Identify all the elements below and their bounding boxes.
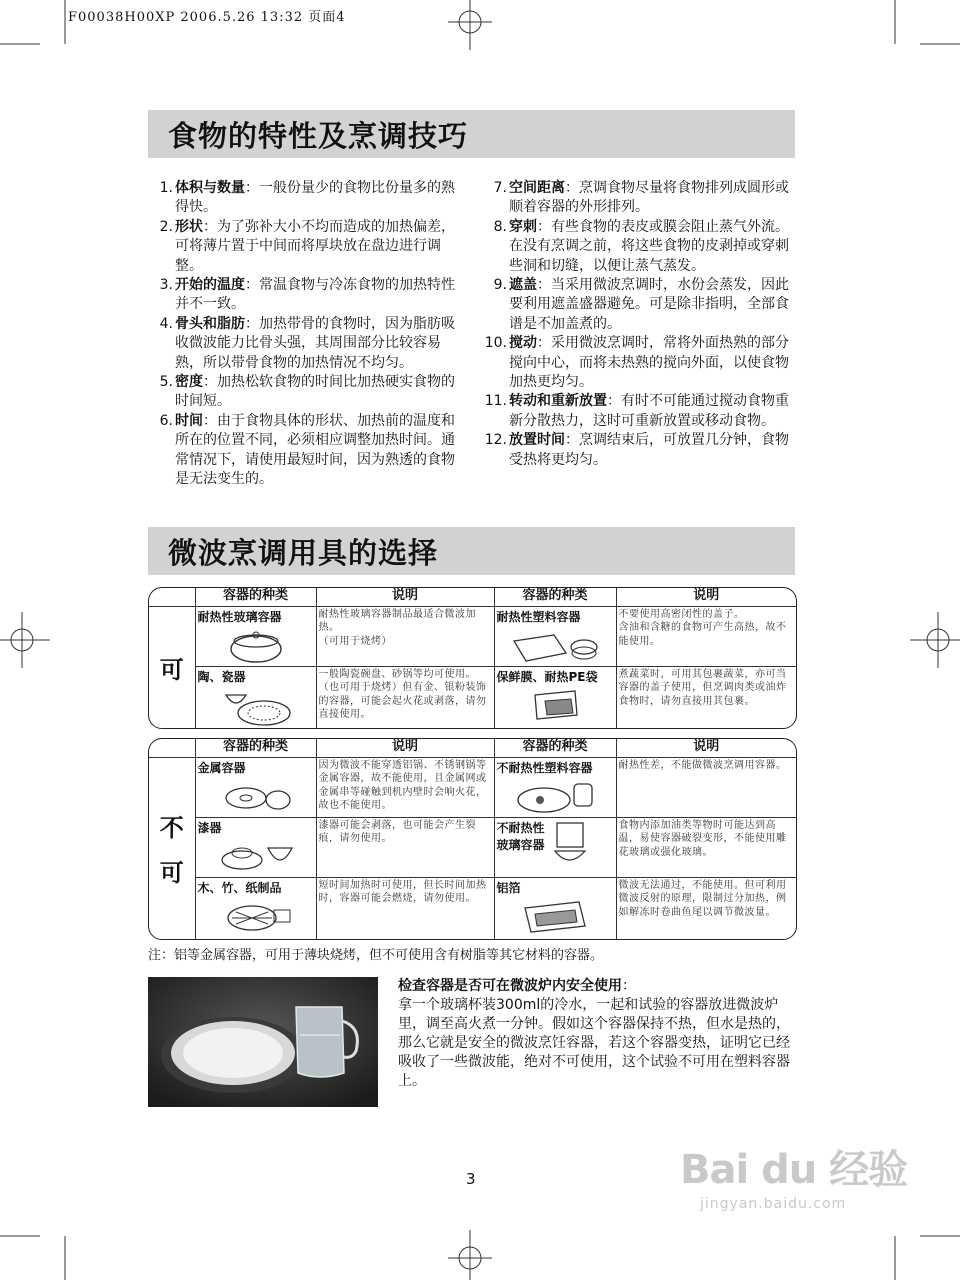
- container-type-cell: 保鲜膜、耐热PE袋: [494, 666, 616, 728]
- footnote: 注：铝等金属容器，可用于薄块烧烤，但不可使用含有树脂等其它材料的容器。: [148, 948, 604, 963]
- plastic-wrap-icon: [515, 687, 595, 727]
- allowed-label: 可: [149, 606, 195, 728]
- description-cell: 不要使用高密闭性的盖子。 含油和含糖的食物可产生高热，故不能使用。: [616, 606, 796, 666]
- tip-item: 10. 搅动：采用微波烹调时，常将外面热熟的部分搅向中心，而将未热熟的搅向外面，以使食物加热更均匀。: [484, 335, 789, 391]
- header-description: 说明: [316, 739, 494, 757]
- container-type-cell: 漆器: [195, 817, 316, 877]
- corner-cell: [149, 588, 195, 606]
- glass-casserole-icon: [226, 627, 286, 665]
- header-container-type: 容器的种类: [494, 739, 616, 757]
- plastic-tray-icon: [510, 778, 600, 816]
- header-container-type: 容器的种类: [494, 588, 616, 606]
- tip-item: 7. 空间距离：烹调食物尽量将食物排列成圆形或顺着容器的外形排列。: [493, 180, 789, 216]
- tips-left-column: [148, 179, 458, 490]
- container-type-cell: 耐热性塑料容器: [494, 606, 616, 666]
- page-number: 3: [466, 1170, 476, 1188]
- tip-item: 9. 遮盖：当采用微波烹调时，水份会蒸发，因此要利用遮盖盛器避免。可是除非指明，全部食谱是不加盖煮的。: [493, 277, 789, 332]
- aluminum-foil-icon: [515, 898, 595, 938]
- tip-item: 5. 密度：加热松软食物的时间比加热硬实食物的时间短。: [159, 374, 455, 410]
- check-title: 检查容器是否可在微波炉内安全使用: [398, 978, 622, 994]
- description-cell: 微波无法通过，不能使用。但可利用微波反射的原理，限制过分加热，例如解冻时卷曲鱼尾以调节微波量。: [616, 877, 796, 939]
- container-check-section: 检查容器是否可在微波炉内安全使用： 拿一个玻璃杯装300ml的冷水，一起和试验的容器放进微波炉里，调至高火煮一分钟。假如这个容器保持不热，但水是热的，那么它就是安全的微波烹饪容器，若这个容器变热，证明它已经吸收了一些微波能，绝对不可使用，这个试验不可用在塑料容器上。: [398, 977, 798, 1091]
- allowed-cookware-table: [148, 587, 797, 729]
- container-type-cell: 陶、瓷器: [195, 666, 316, 728]
- corner-cell: [149, 739, 195, 757]
- section-title: 食物的特性及烹调技巧: [168, 119, 469, 153]
- forbidden-cookware-table: [148, 738, 797, 940]
- tip-item: 2. 形状：为了弥补大小不均而造成的加热偏差，可将薄片置于中间而将厚块放在盘边进行调整。: [159, 218, 455, 274]
- header-description: 说明: [616, 739, 796, 757]
- plate-and-measuring-cup-photo: [148, 977, 378, 1107]
- description-cell: 食物内添加油类等物时可能达到高温，易使容器破裂变形，不能使用雕花玻璃或强化玻璃。: [616, 817, 796, 877]
- container-type-cell: 不耐热性塑料容器: [494, 757, 616, 817]
- lacquer-bowl-icon: [216, 838, 296, 876]
- container-type-cell: 金属容器: [195, 757, 316, 817]
- container-type-cell: 木、竹、纸制品: [195, 877, 316, 939]
- description-cell: 因为微波不能穿透铝锅、不锈钢锅等金属容器，故不能使用，且金属网或金属串等碰触到机内壁时会响火花，故也不能使用。: [316, 757, 494, 817]
- section-banner-cookware: [148, 527, 795, 575]
- tip-item: 8. 穿刺：有些食物的表皮或膜会阻止蒸气外流。在没有烹调之前，将这些食物的皮剥掉或穿刺些洞和切缝，以便让蒸气蒸发。: [493, 218, 789, 274]
- header-description: 说明: [616, 588, 796, 606]
- description-cell: 耐热性玻璃容器制品最适合微波加热。 （可用于烧烤）: [316, 606, 494, 666]
- print-header-line: F00038H00XP 2006.5.26 13:32 页面4: [68, 10, 346, 25]
- tip-item: 6. 时间：由于食物具体的形状、加热前的温度和所在的位置不同，必须相应调整加热时间。通常情况下，请使用最短时间，因为熟透的食物是无法变生的。: [159, 412, 455, 488]
- container-type-cell: 不耐热性 玻璃容器: [494, 817, 616, 877]
- section-title: 微波烹调用具的选择: [168, 536, 439, 570]
- forbidden-label: 不 可: [149, 757, 195, 939]
- tips-right-column: [482, 179, 794, 470]
- header-container-type: 容器的种类: [195, 588, 316, 606]
- description-cell: 耐热性差，不能做微波烹调用容器。: [616, 757, 796, 817]
- header-description: 说明: [316, 588, 494, 606]
- description-cell: 短时间加热时可使用，但长时间加热时，容器可能会燃烧，请勿使用。: [316, 877, 494, 939]
- description-cell: 漆器可能会剥落，也可能会产生裂痕，请勿使用。: [316, 817, 494, 877]
- container-type-cell: 耐热性玻璃容器: [195, 606, 316, 666]
- section-banner-food-tips: [148, 110, 795, 158]
- baidu-watermark: [680, 1138, 908, 1212]
- check-body: 拿一个玻璃杯装300ml的冷水，一起和试验的容器放进微波炉里，调至高火煮一分钟。假如这个容器保持不热，但水是热的，那么它就是安全的微波烹饪容器，若这个容器变热，证明它已经吸收了一些微波能，绝对不可使用，这个试验不可用在塑料容器上。: [398, 997, 790, 1089]
- watermark-url: jingyan.baidu.com: [700, 1196, 847, 1212]
- tip-item: 11. 转动和重新放置：有时不可能通过搅动食物重新分散热力，这时可重新放置或移动食物。: [484, 393, 789, 429]
- watermark-logo: Bai du 经验: [680, 1147, 908, 1193]
- glass-cup-icon: [549, 819, 593, 871]
- container-type-cell: 铝箔: [494, 877, 616, 939]
- wooden-steamer-icon: [216, 898, 296, 938]
- description-cell: 煮蔬菜时，可用其包裹蔬菜，亦可当容器的盖子使用，但烹调肉类或油炸食物时，请勿直接用其包裹。: [616, 666, 796, 728]
- tip-item: 4. 骨头和脂肪：加热带骨的食物时，因为脂肪吸收微波能力比骨头强，其周围部分比较容易熟，所以带骨食物的加热情况不均匀。: [159, 315, 455, 371]
- tip-item: 3. 开始的温度：常温食物与冷冻食物的加热特性并不一致。: [159, 277, 455, 313]
- header-container-type: 容器的种类: [195, 739, 316, 757]
- plastic-container-icon: [510, 627, 600, 665]
- description-cell: 一般陶瓷碗盘、砂锅等均可使用。（也可用于烧烤）但有金、银粉装饰的容器，可能会起火花或剥落，请勿直接使用。: [316, 666, 494, 728]
- tip-item: 1. 体积与数量：一般份量少的食物比份量多的熟得快。: [159, 180, 455, 216]
- ceramic-plate-icon: [216, 687, 296, 727]
- metal-pan-icon: [216, 778, 296, 816]
- tip-item: 12. 放置时间：烹调结束后，可放置几分钟，食物受热将更均匀。: [484, 432, 789, 468]
